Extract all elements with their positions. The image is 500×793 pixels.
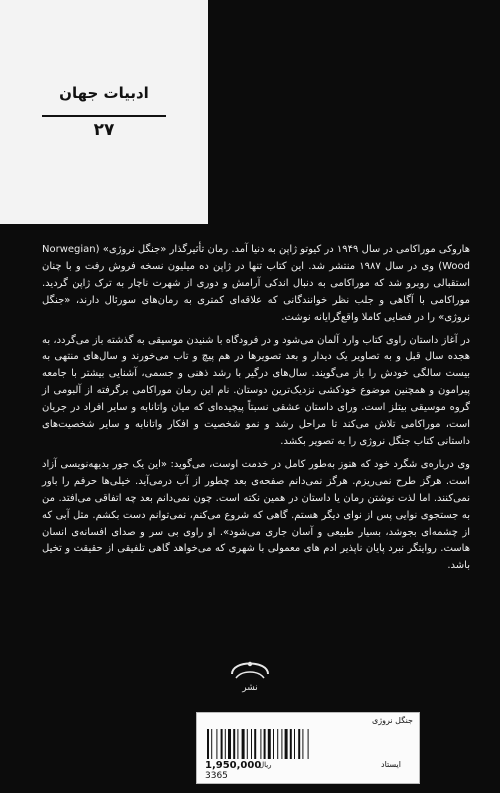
label-price: 1,950,000 bbox=[205, 760, 262, 771]
label-publisher: ایستاد bbox=[381, 760, 401, 769]
blurb-paragraph-1: هاروکی موراکامی در سال ۱۹۴۹ در کیوتو ژاپن به دنیا آمد. رمان تأثیرگذار «جنگل نروژی» (Norwegian Wood) وی در سال ۱۹۸۷ منتشر شد. این کتاب تنها در ژاپن ده میلیون نسخه فروش رفت و با چنان استقبالی روبرو شد که موراکامی به دنبال اندکی آرامش و دوری از شهرت ناچار به ترک ژاپن گردید. موراکامی با آگاهی و جلب نظر خوانندگانی که علاقه‌ای کمتری به رمان‌های سورئال دارند، «جنگل نروژی» را در فضایی کاملا واقع‌گرایانه نوشت. bbox=[42, 244, 470, 323]
label-currency: ریال bbox=[259, 761, 272, 769]
barcode-bar bbox=[281, 729, 282, 759]
barcode-bar bbox=[298, 729, 300, 759]
barcode-bar bbox=[247, 729, 248, 759]
barcode-bar bbox=[221, 729, 223, 759]
barcode-bar bbox=[216, 729, 217, 759]
barcode-bar bbox=[273, 729, 274, 759]
barcode-bar bbox=[277, 729, 278, 759]
barcode-bar bbox=[268, 729, 271, 759]
barcode-bar bbox=[285, 729, 288, 759]
series-box bbox=[0, 0, 208, 224]
publisher-logo-text: نشر bbox=[242, 683, 258, 693]
barcode-bar bbox=[233, 729, 235, 759]
barcode-bar bbox=[225, 729, 226, 759]
barcode-bar bbox=[251, 729, 252, 759]
blurb-paragraph-3: وی درباره‌ی شگرد خود که هنوز به‌طور کامل در خدمت اوست، می‌گوید: «این یک جور بدیهه‌نویسی آزاد است. هرگز طرح نمی‌ریزم. هرگز نمی‌دانم صفحه‌ی بعد چطور از آب درمی‌آید. خیلی‌ها حرفم را باور نمی‌کنند. اما لذت نوشتن رمان یا داستان در همین نکته است. چون نمی‌دانم بعد چه اتفاقی می‌افتد. من به جستجوی نوایی پس از نوای دیگر هستم. گاهی که شروع می‌کنم، نمی‌توانم دست بکشم. مثل آبی که از چشمه‌ای بجوشد، بسیار طبیعی و آسان جاری می‌شود». او راوی بی سر و صدای افسانه‌ی انسان هاست. روایتگر نبرد پایان ناپذیر ادم های معمولی با شهری که می‌خواهد گاهی تلفیقی از حقیقت و تخیل باشد. bbox=[42, 458, 470, 572]
barcode-bar bbox=[308, 729, 309, 759]
barcode-bar bbox=[207, 729, 209, 759]
blurb-paragraph-2: در آغاز داستان راوی کتاب وارد آلمان می‌شود و در فرودگاه با شنیدن موسیقی به گذشته باز می‌گردد، به هجده سال قبل و به تصاویر یک دیدار و بعد تصویرها در هم پیچ و تاب می‌خورند و سال‌های منتهی به بیست سالگی خودش را باز می‌گویند. سال‌های درگیر با رشد ذهنی و جسمی، آشنایی بیشتر با جامعه پیرامون و همچنین موضوع خودکشی نزدیک‌ترین دوستان. نام این رمان موراکامی برگرفته از آلبومی از گروه موسیقی بیتلز است. ورای داستان عشقی نسبتاً پیچیده‌ای که میان واتانابه و سایر افراد در جریان است، موراکامی تلاش می‌کند تا مراحل رشد و نمو شخصیت و افکار واتانابه و سایر شخصیت‌های داستانی کتاب جنگل نروژی را به تصویر بکشد. bbox=[42, 334, 470, 447]
barcode-icon bbox=[205, 729, 335, 759]
barcode-bar bbox=[242, 729, 245, 759]
barcode-bar bbox=[237, 729, 238, 759]
barcode-bar bbox=[228, 729, 231, 759]
barcode-bar bbox=[294, 729, 295, 759]
barcode-bar bbox=[260, 729, 261, 759]
series-divider bbox=[42, 115, 166, 117]
label-book-title: جنگل نروژی bbox=[371, 716, 413, 725]
barcode-bar bbox=[264, 729, 266, 759]
barcode-bar bbox=[290, 729, 292, 759]
barcode-price-label bbox=[196, 712, 420, 784]
series-number: ۲۷ bbox=[93, 120, 115, 140]
barcode-bar bbox=[302, 729, 303, 759]
series-title: ادبیات جهان bbox=[59, 84, 149, 102]
label-code: 3365 bbox=[205, 771, 228, 781]
barcode-bar bbox=[211, 729, 212, 759]
barcode-bar bbox=[254, 729, 256, 759]
back-cover-blurb bbox=[42, 242, 470, 581]
publisher-logo-icon bbox=[224, 652, 276, 696]
